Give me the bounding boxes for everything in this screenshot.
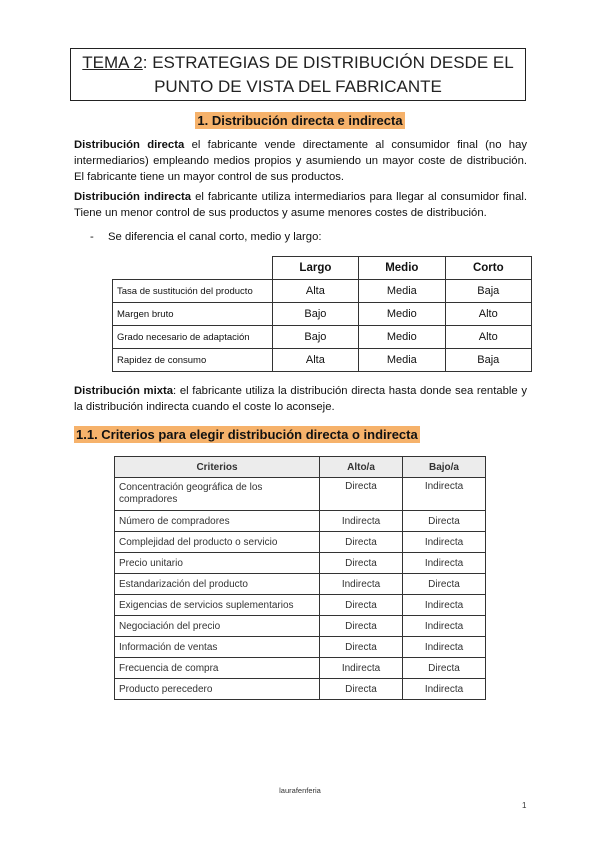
footer-author: laurafenferia	[279, 786, 321, 795]
table-row: Frecuencia de compra Indirecta Directa	[115, 658, 486, 679]
paragraph-indirecta: Distribución indirecta el fabricante utiliza intermediarios para llegar al consumidor final. Tiene un menor control de sus productos y asume menores costes de distribución.	[74, 191, 528, 220]
table-row: Información de ventas Directa Indirecta	[115, 637, 486, 658]
section-heading-1-1: 1.1. Criterios para elegir distribución directa o indirecta	[76, 427, 418, 442]
table-row: Rapidez de consumo Alta Media Baja	[113, 349, 532, 372]
table-row: Negociación del precio Directa Indirecta	[115, 616, 486, 637]
paragraph-mixta: Distribución mixta: el fabricante utiliza la distribución directa hasta donde sea rentable y la distribución indirecta cuando el coste lo aconseje.	[74, 385, 527, 414]
canal-header-medio: Medio	[359, 257, 445, 280]
alto-header: Alto/a	[320, 457, 403, 478]
table-row: Margen bruto Bajo Medio Alto	[113, 303, 532, 326]
title-line1: : ESTRATEGIAS DE DISTRIBUCIÓN DESDE EL	[142, 53, 514, 72]
bajo-header: Bajo/a	[403, 457, 486, 478]
title-line2: PUNTO DE VISTA DEL FABRICANTE	[154, 77, 442, 96]
section-heading-1: 1. Distribución directa e indirecta	[197, 113, 403, 128]
canal-header-corto: Corto	[445, 257, 531, 280]
table-row: Número de compradores Indirecta Directa	[115, 511, 486, 532]
criterios-header: Criterios	[115, 457, 320, 478]
table-row: Concentración geográfica de los compradores Directa Indirecta	[115, 478, 486, 511]
document-title	[70, 48, 526, 101]
paragraph-directa: Distribución directa el fabricante vende directamente al consumidor final (no hay intermediarios) empleando medios propios y asumiendo un mayor coste de distribución. El fabricante tiene un mayor control de sus productos.	[74, 139, 527, 184]
table-row: Tasa de sustitución del producto Alta Media Baja	[113, 280, 532, 303]
page-number: 1	[522, 801, 527, 810]
table-row: Exigencias de servicios suplementarios Directa Indirecta	[115, 595, 486, 616]
canal-table	[112, 256, 532, 372]
bullet-canales: - Se diferencia el canal corto, medio y largo:	[90, 231, 322, 243]
criterios-table	[114, 456, 486, 700]
canal-header-largo: Largo	[272, 257, 358, 280]
table-row: Producto perecedero Directa Indirecta	[115, 679, 486, 700]
term-mixta: Distribución mixta	[74, 385, 174, 398]
bullet-dash: -	[90, 231, 94, 243]
term-indirecta: Distribución indirecta	[74, 191, 192, 204]
table-row: Estandarización del producto Indirecta Directa	[115, 574, 486, 595]
table-row: Grado necesario de adaptación Bajo Medio Alto	[113, 326, 532, 349]
term-directa: Distribución directa	[74, 139, 185, 152]
table-row: Precio unitario Directa Indirecta	[115, 553, 486, 574]
table-row: Complejidad del producto o servicio Directa Indirecta	[115, 532, 486, 553]
title-label: TEMA 2	[82, 53, 143, 72]
